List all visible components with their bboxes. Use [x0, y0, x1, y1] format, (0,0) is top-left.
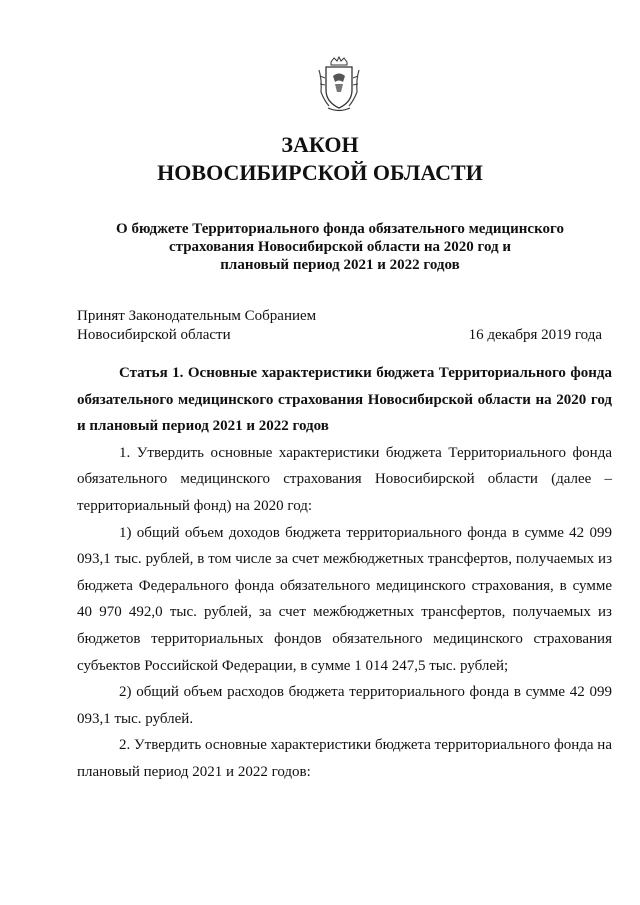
article-heading: Статья 1. Основные характеристики бюджета Территориального фонда обязательного медицинского страхования Новосибирской области на 2020 год и плановый период 2021 и 2022 годов: [77, 365, 612, 435]
paragraph: 2. Утвердить основные характеристики бюджета территориального фонда на плановый период 2021 и 2022 годов:: [77, 737, 612, 780]
law-region-title: НОВОСИБИРСКОЙ ОБЛАСТИ: [157, 160, 483, 185]
subtitle-line: страхования Новосибирской области на 2020 год и: [168, 239, 512, 255]
adoption-date: 16 декабря 2019 года: [468, 327, 602, 343]
document-body: [77, 360, 612, 786]
law-title: ЗАКОН: [281, 132, 359, 157]
adopted-by-line: Принят Законодательным Собранием: [77, 308, 317, 324]
subtitle-line: О бюджете Территориального фонда обязательного медицинского: [116, 221, 564, 237]
law-subtitle: [110, 220, 570, 274]
adopted-by-region: Новосибирской области: [77, 327, 231, 343]
coat-of-arms-icon: [316, 56, 362, 114]
paragraph: 2) общий объем расходов бюджета территориального фонда в сумме 42 099 093,1 тыс. рублей.: [77, 684, 612, 727]
adoption-block: [77, 307, 612, 345]
paragraph: 1) общий объем доходов бюджета территориального фонда в сумме 42 099 093,1 тыс. рублей, в том числе за счет межбюджетных трансфертов, получаемых из бюджета Федерального фонда обязательного медицинского страхования, в сумме 40 970 492,0 тыс. рублей, за счет межбюджетных трансфертов, получаемых из бюджетов территориальных фондов обязательного медицинского страхования субъектов Российской Федерации, в сумме 1 014 247,5 тыс. рублей;: [77, 524, 612, 674]
paragraph: 1. Утвердить основные характеристики бюджета Территориального фонда обязательного медицинского страхования Новосибирской области (далее – территориальный фонд) на 2020 год:: [77, 444, 612, 514]
subtitle-line: плановый период 2021 и 2022 годов: [220, 257, 460, 273]
